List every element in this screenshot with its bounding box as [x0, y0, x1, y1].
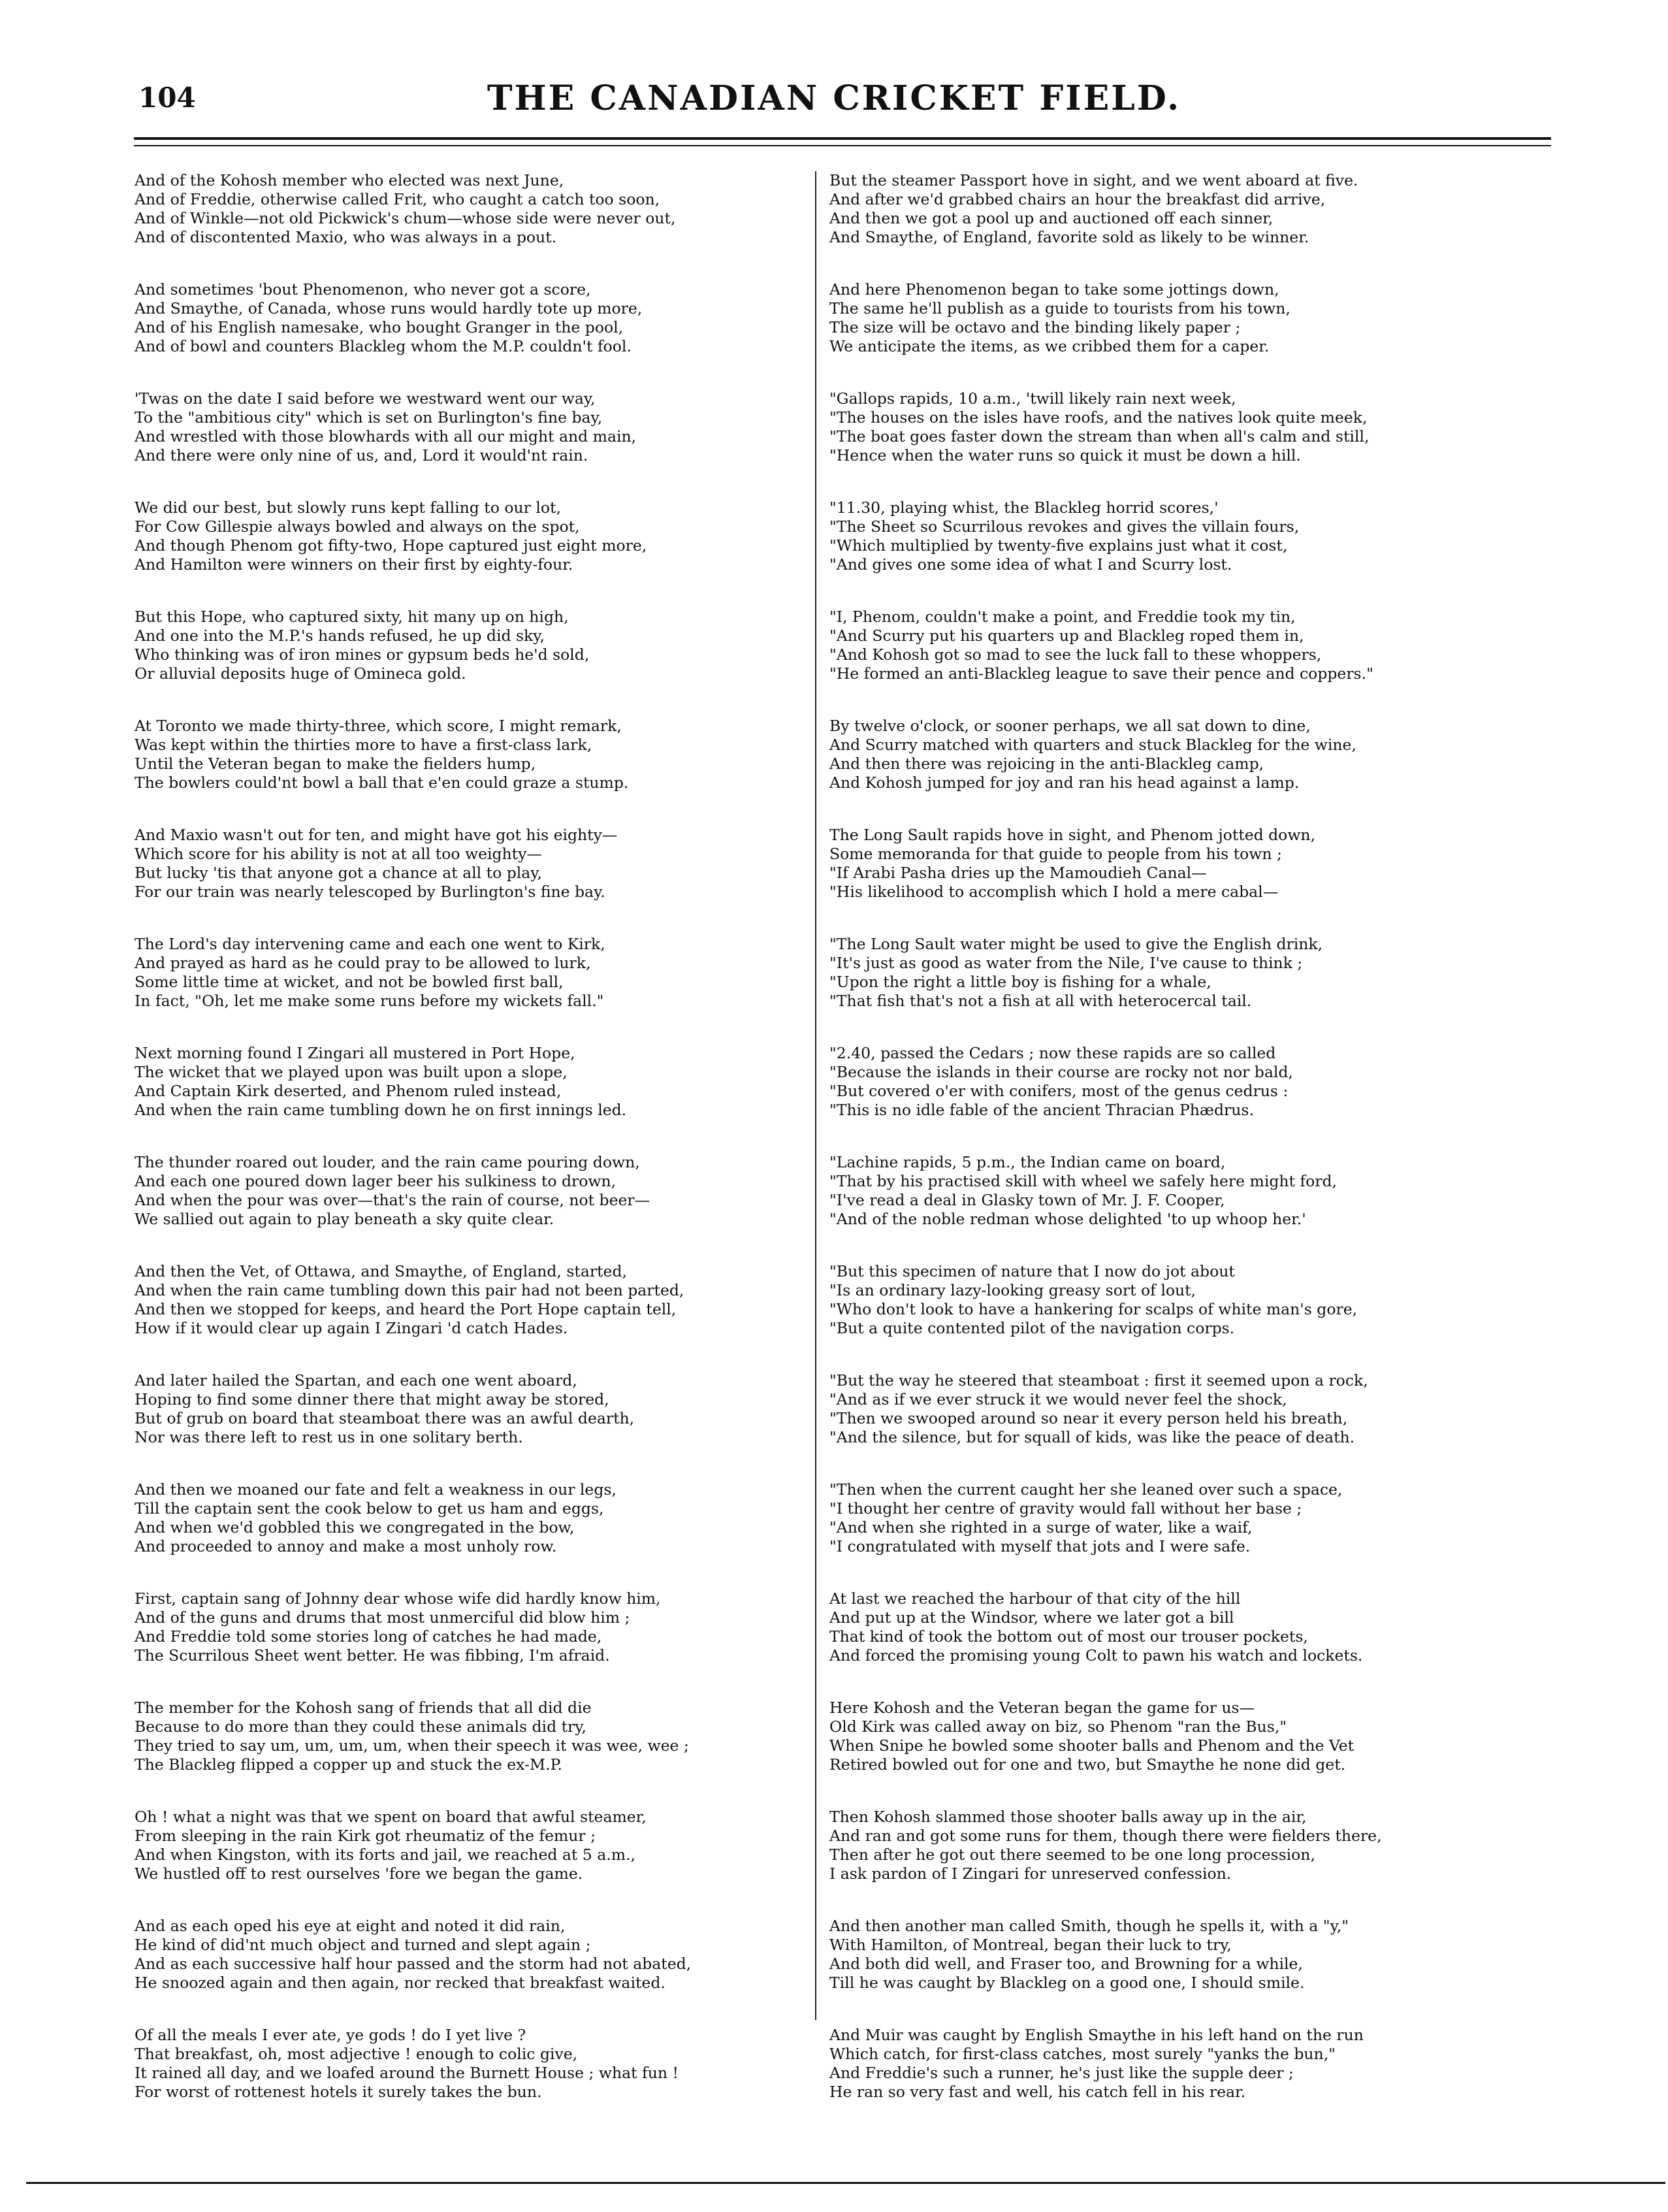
verse-line: "And the silence, but for squall of kids, was like the peace of death.	[829, 1428, 1355, 1446]
verse-line: "The Long Sault water might be used to give the English drink,	[829, 935, 1323, 953]
verse-line: He ran so very fast and well, his catch fell in his rear.	[829, 2083, 1246, 2101]
verse-line: Until the Veteran began to make the fielders hump,	[135, 755, 536, 773]
verse-line: And of bowl and counters Blackleg whom the M.P. couldn't fool.	[135, 337, 632, 355]
verse-line: The size will be octavo and the binding likely paper ;	[829, 318, 1241, 336]
verse-line: Retired bowled out for one and two, but Smaythe he none did get.	[829, 1755, 1346, 1774]
stanza	[135, 935, 801, 1011]
stanza	[135, 1044, 801, 1120]
verse-line: Some memoranda for that guide to people from his town ;	[829, 845, 1282, 863]
verse-line: The Scurrilous Sheet went better. He was fibbing, I'm afraid.	[135, 1646, 610, 1665]
verse-line: And when we'd gobbled this we congregated in the bow,	[135, 1518, 575, 1537]
verse-line: The same he'll publish as a guide to tourists from his town,	[829, 299, 1291, 317]
verse-line: The member for the Kohosh sang of friends that all did die	[135, 1699, 592, 1717]
verse-line: And put up at the Windsor, where we later got a bill	[829, 1608, 1234, 1627]
verse-line: Till he was caught by Blackleg on a good one, I should smile.	[829, 1974, 1305, 1992]
verse-line: "And gives one some idea of what I and Scurry lost.	[829, 555, 1232, 574]
verse-line: They tried to say um, um, um, um, when their speech it was wee, wee ;	[135, 1736, 689, 1755]
stanza	[829, 498, 1496, 574]
verse-line: And of Winkle—not old Pickwick's chum—whose side were never out,	[135, 209, 676, 227]
stanza	[829, 1044, 1496, 1120]
verse-line: We hustled off to rest ourselves 'fore we began the game.	[135, 1864, 583, 1883]
verse-line: And as each successive half hour passed and the storm had not abated,	[135, 1955, 692, 1973]
stanza	[135, 717, 801, 792]
verse-line: "But a quite contented pilot of the navigation corps.	[829, 1319, 1235, 1337]
verse-line: From sleeping in the rain Kirk got rheumatiz of the femur ;	[135, 1827, 596, 1845]
verse-line: "That by his practised skill with wheel we safely here might ford,	[829, 1172, 1338, 1190]
verse-line: And then another man called Smith, though he spells it, with a "y,"	[829, 1917, 1349, 1935]
verse-line: 'Twas on the date I said before we westward went our way,	[135, 389, 596, 408]
verse-line: "The Sheet so Scurrilous revokes and gives the villain fours,	[829, 517, 1300, 536]
verse-line: "But the way he steered that steamboat : first it seemed upon a rock,	[829, 1371, 1368, 1390]
verse-line: "And Kohosh got so mad to see the luck fall to these whoppers,	[829, 645, 1322, 664]
verse-line: And then there was rejoicing in the anti-Blackleg camp,	[829, 755, 1264, 773]
verse-line: "11.30, playing whist, the Blackleg horrid scores,'	[829, 498, 1219, 517]
verse-line: And when the rain came tumbling down this pair had not been parted,	[135, 1281, 684, 1299]
stanza	[829, 1589, 1496, 1665]
verse-line: "Who don't look to have a hankering for scalps of white man's gore,	[829, 1300, 1358, 1318]
verse-line: To the "ambitious city" which is set on Burlington's fine bay,	[135, 408, 603, 427]
verse-line: And as each oped his eye at eight and noted it did rain,	[135, 1917, 566, 1935]
verse-line: "I congratulated with myself that jots and I were safe.	[829, 1537, 1251, 1555]
verse-line: For Cow Gillespie always bowled and always on the spot,	[135, 517, 580, 536]
verse-line: Which score for his ability is not at all too weighty—	[135, 845, 542, 863]
stanza	[135, 1262, 801, 1338]
verse-line: And of discontented Maxio, who was always in a pout.	[135, 228, 557, 246]
verse-line: The thunder roared out louder, and the rain came pouring down,	[135, 1153, 640, 1171]
verse-line: "Lachine rapids, 5 p.m., the Indian came on board,	[829, 1153, 1226, 1171]
verse-line: "Hence when the water runs so quick it must be down a hill.	[829, 446, 1301, 464]
verse-line: "Because the islands in their course are rocky not nor bald,	[829, 1063, 1293, 1081]
stanza	[135, 1589, 801, 1665]
verse-line: By twelve o'clock, or sooner perhaps, we all sat down to dine,	[829, 717, 1311, 735]
verse-line: But this Hope, who captured sixty, hit many up on high,	[135, 608, 569, 626]
stanza	[135, 1808, 801, 1883]
verse-line: And after we'd grabbed chairs an hour the breakfast did arrive,	[829, 190, 1326, 208]
verse-line: Some little time at wicket, and not be bowled first ball,	[135, 973, 564, 991]
stanza	[135, 1371, 801, 1447]
verse-line: Next morning found I Zingari all mustered in Port Hope,	[135, 1044, 575, 1062]
verse-line: The Lord's day intervening came and each one went to Kirk,	[135, 935, 605, 953]
footer-rule	[26, 2182, 1665, 2184]
verse-line: And Muir was caught by English Smaythe in his left hand on the run	[829, 2026, 1364, 2044]
verse-line: Who thinking was of iron mines or gypsum beds he'd sold,	[135, 645, 590, 664]
stanza	[135, 389, 801, 465]
verse-line: And Freddie told some stories long of catches he had made,	[135, 1627, 602, 1646]
verse-line: And of the guns and drums that most unmerciful did blow him ;	[135, 1608, 630, 1627]
verse-line: Because to do more than they could these animals did try,	[135, 1717, 586, 1736]
verse-line: The wicket that we played upon was built upon a slope,	[135, 1063, 568, 1081]
verse-line: And ran and got some runs for them, though there were fielders there,	[829, 1827, 1382, 1845]
verse-line: "He formed an anti-Blackleg league to save their pence and coppers."	[829, 664, 1373, 683]
verse-line: "Then when the current caught her she leaned over such a space,	[829, 1480, 1343, 1499]
verse-line: First, captain sang of Johnny dear whose wife did hardly know him,	[135, 1589, 661, 1608]
stanza	[829, 1153, 1496, 1229]
verse-line: Then after he got out there seemed to be one long procession,	[829, 1846, 1315, 1864]
verse-line: "And when she righted in a surge of water, like a waif,	[829, 1518, 1253, 1537]
verse-line: And sometimes 'bout Phenomenon, who never got a score,	[135, 280, 591, 299]
verse-line: We anticipate the items, as we cribbed them for a caper.	[829, 337, 1270, 355]
verse-line: That kind of took the bottom out of most our trouser pockets,	[829, 1627, 1308, 1646]
verse-line: "The houses on the isles have roofs, and the natives look quite meek,	[829, 408, 1368, 427]
verse-line: But lucky 'tis that anyone got a chance at all to play,	[135, 864, 542, 882]
verse-line: "Then we swooped around so near it every person held his breath,	[829, 1409, 1348, 1427]
verse-line: And both did well, and Fraser too, and Browning for a while,	[829, 1955, 1303, 1973]
verse-line: "That fish that's not a fish at all with heterocercal tail.	[829, 992, 1252, 1010]
page-number: 104	[138, 82, 196, 114]
verse-line: And when the pour was over—that's the rain of course, not beer—	[135, 1191, 650, 1209]
verse-line: He snoozed again and then again, nor recked that breakfast waited.	[135, 1974, 666, 1992]
stanza	[135, 498, 801, 574]
stanza	[135, 1699, 801, 1774]
verse-line: In fact, "Oh, let me make some runs before my wickets fall."	[135, 992, 604, 1010]
verse-line: "But covered o'er with conifers, most of the genus cedrus :	[829, 1082, 1289, 1100]
stanza	[135, 280, 801, 356]
stanza	[135, 608, 801, 683]
stanza	[135, 2026, 801, 2102]
verse-line: "The boat goes faster down the stream than when all's calm and still,	[829, 427, 1370, 446]
header-rule-thin	[134, 145, 1551, 146]
verse-line: "And of the noble redman whose delighted 'to up whoop her.'	[829, 1210, 1306, 1228]
verse-line: At last we reached the harbour of that city of the hill	[829, 1589, 1241, 1608]
verse-line: Of all the meals I ever ate, ye gods ! do I yet live ?	[135, 2026, 526, 2044]
verse-line: The Blackleg flipped a copper up and stuck the ex-M.P.	[135, 1755, 563, 1774]
verse-line: He kind of did'nt much object and turned and slept again ;	[135, 1936, 591, 1954]
verse-line: Here Kohosh and the Veteran began the game for us—	[829, 1699, 1255, 1717]
verse-line: And Hamilton were winners on their first by eighty-four.	[135, 555, 573, 574]
verse-line: "I, Phenom, couldn't make a point, and Freddie took my tin,	[829, 608, 1296, 626]
verse-line: We did our best, but slowly runs kept falling to our lot,	[135, 498, 561, 517]
stanza	[135, 171, 801, 247]
verse-line: And each one poured down lager beer his sulkiness to drown,	[135, 1172, 617, 1190]
stanza	[829, 935, 1496, 1011]
verse-line: And then we stopped for keeps, and heard the Port Hope captain tell,	[135, 1300, 677, 1318]
verse-line: It rained all day, and we loafed around the Burnett House ; what fun !	[135, 2064, 679, 2082]
verse-line: Hoping to find some dinner there that might away be stored,	[135, 1390, 609, 1408]
verse-line: Then Kohosh slammed those shooter balls away up in the air,	[829, 1808, 1307, 1826]
verse-line: And later hailed the Spartan, and each one went aboard,	[135, 1371, 577, 1390]
stanza	[135, 1917, 801, 1992]
verse-line: The Long Sault rapids hove in sight, and Phenom jotted down,	[829, 826, 1316, 844]
left-column	[135, 171, 801, 2135]
stanza	[829, 1917, 1496, 1992]
verse-line: "It's just as good as water from the Nile, I've cause to think ;	[829, 954, 1303, 972]
verse-line: And though Phenom got fifty-two, Hope captured just eight more,	[135, 536, 647, 555]
verse-line: At Toronto we made thirty-three, which score, I might remark,	[135, 717, 622, 735]
verse-line: "Which multiplied by twenty-five explains just what it cost,	[829, 536, 1288, 555]
verse-line: The bowlers could'nt bowl a ball that e'en could graze a stump.	[135, 773, 629, 792]
verse-line: "Is an ordinary lazy-looking greasy sort of lout,	[829, 1281, 1196, 1299]
verse-line: And then we moaned our fate and felt a weakness in our legs,	[135, 1480, 617, 1499]
verse-line: And of Freddie, otherwise called Frit, who caught a catch too soon,	[135, 190, 660, 208]
verse-line: And forced the promising young Colt to pawn his watch and lockets.	[829, 1646, 1363, 1665]
verse-line: And Kohosh jumped for joy and ran his head against a lamp.	[829, 773, 1300, 792]
stanza	[829, 608, 1496, 683]
right-column	[829, 171, 1496, 2135]
verse-line: And Freddie's such a runner, he's just like the supple deer ;	[829, 2064, 1294, 2082]
page-header-title: THE CANADIAN CRICKET FIELD.	[487, 78, 1181, 118]
stanza	[829, 2026, 1496, 2102]
verse-line: And Maxio wasn't out for ten, and might have got his eighty—	[135, 826, 618, 844]
verse-line: And proceeded to annoy and make a most unholy row.	[135, 1537, 557, 1555]
verse-line: And here Phenomenon began to take some jottings down,	[829, 280, 1279, 299]
verse-line: Oh ! what a night was that we spent on board that awful steamer,	[135, 1808, 647, 1826]
stanza	[829, 171, 1496, 247]
verse-line: We sallied out again to play beneath a sky quite clear.	[135, 1210, 554, 1228]
verse-line: Was kept within the thirties more to have a first-class lark,	[135, 736, 592, 754]
verse-line: And one into the M.P.'s hands refused, he up did sky,	[135, 626, 545, 645]
verse-line: "His likelihood to accomplish which I hold a mere cabal—	[829, 883, 1279, 901]
verse-line: And prayed as hard as he could pray to be allowed to lurk,	[135, 954, 591, 972]
verse-line: "Upon the right a little boy is fishing for a whale,	[829, 973, 1211, 991]
verse-line: For worst of rottenest hotels it surely takes the bun.	[135, 2083, 542, 2101]
stanza	[135, 1153, 801, 1229]
stanza	[829, 1808, 1496, 1883]
verse-line: And when the rain came tumbling down he on first innings led.	[135, 1101, 627, 1119]
verse-line: That breakfast, oh, most adjective ! enough to colic give,	[135, 2045, 578, 2063]
stanza	[135, 826, 801, 902]
verse-line: And Captain Kirk deserted, and Phenom ruled instead,	[135, 1082, 562, 1100]
verse-line: "I've read a deal in Glasky town of Mr. J. F. Cooper,	[829, 1191, 1225, 1209]
verse-line: Till the captain sent the cook below to get us ham and eggs,	[135, 1499, 604, 1518]
verse-line: "I thought her centre of gravity would fall without her base ;	[829, 1499, 1302, 1518]
stanza	[829, 1371, 1496, 1447]
verse-line: Or alluvial deposits huge of Omineca gold.	[135, 664, 466, 683]
verse-line: With Hamilton, of Montreal, began their luck to try,	[829, 1936, 1232, 1954]
verse-line: And wrestled with those blowhards with all our might and main,	[135, 427, 637, 446]
verse-line: And of his English namesake, who bought Granger in the pool,	[135, 318, 624, 336]
verse-line: But the steamer Passport hove in sight, and we went aboard at five.	[829, 171, 1358, 189]
verse-line: "And Scurry put his quarters up and Blackleg roped them in,	[829, 626, 1304, 645]
verse-line: "This is no idle fable of the ancient Thracian Phædrus.	[829, 1101, 1254, 1119]
verse-line: And Smaythe, of Canada, whose runs would hardly tote up more,	[135, 299, 643, 317]
stanza	[135, 1480, 801, 1556]
stanza	[829, 717, 1496, 792]
verse-line: For our train was nearly telescoped by Burlington's fine bay.	[135, 883, 605, 901]
verse-line: And then we got a pool up and auctioned off each sinner,	[829, 209, 1274, 227]
verse-line: And then the Vet, of Ottawa, and Smaythe, of England, started,	[135, 1262, 627, 1280]
verse-line: Nor was there left to rest us in one solitary berth.	[135, 1428, 523, 1446]
verse-line: "And as if we ever struck it we would never feel the shock,	[829, 1390, 1287, 1408]
verse-line: And of the Kohosh member who elected was next June,	[135, 171, 564, 189]
stanza	[829, 1699, 1496, 1774]
stanza	[829, 1262, 1496, 1338]
verse-line: Old Kirk was called away on biz, so Phenom "ran the Bus,"	[829, 1717, 1287, 1736]
stanza	[829, 389, 1496, 465]
verse-line: "2.40, passed the Cedars ; now these rapids are so called	[829, 1044, 1276, 1062]
verse-line: "But this specimen of nature that I now do jot about	[829, 1262, 1235, 1280]
verse-line: "If Arabi Pasha dries up the Mamoudieh Canal—	[829, 864, 1207, 882]
stanza	[829, 280, 1496, 356]
verse-line: "Gallops rapids, 10 a.m., 'twill likely rain next week,	[829, 389, 1236, 408]
verse-line: And Scurry matched with quarters and stuck Blackleg for the wine,	[829, 736, 1356, 754]
verse-line: How if it would clear up again I Zingari 'd catch Hades.	[135, 1319, 568, 1337]
stanza	[829, 826, 1496, 902]
verse-line: And there were only nine of us, and, Lord it would'nt rain.	[135, 446, 588, 464]
verse-line: And when Kingston, with its forts and jail, we reached at 5 a.m.,	[135, 1846, 635, 1864]
column-divider	[815, 171, 816, 2020]
verse-line: And Smaythe, of England, favorite sold as likely to be winner.	[829, 228, 1309, 246]
verse-line: I ask pardon of I Zingari for unreserved confession.	[829, 1864, 1232, 1883]
stanza	[829, 1480, 1496, 1556]
verse-line: When Snipe he bowled some shooter balls and Phenom and the Vet	[829, 1736, 1355, 1755]
verse-line: Which catch, for first-class catches, most surely "yanks the bun,"	[829, 2045, 1336, 2063]
header-rule-thick	[134, 137, 1551, 140]
verse-line: But of grub on board that steamboat there was an awful dearth,	[135, 1409, 635, 1427]
